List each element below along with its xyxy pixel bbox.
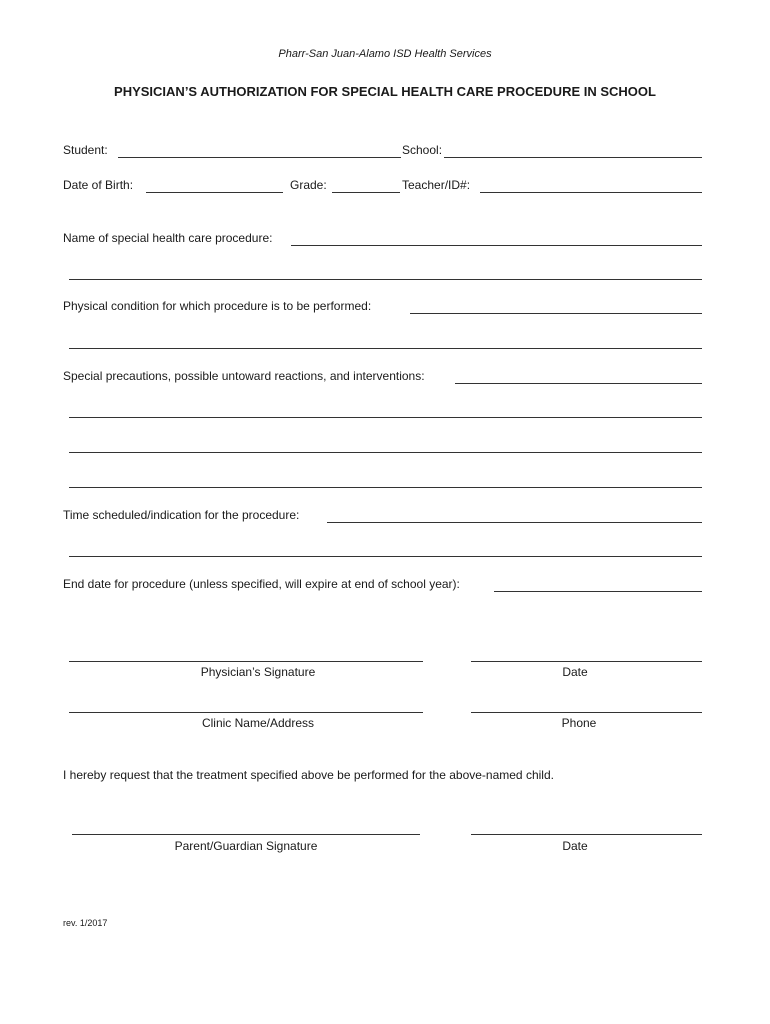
dob-label: Date of Birth:	[63, 178, 134, 192]
time-scheduled-field-line-2[interactable]	[69, 556, 702, 557]
phone-field[interactable]	[471, 712, 702, 713]
end-date-field[interactable]	[494, 591, 702, 592]
grade-field[interactable]	[332, 192, 400, 193]
parent-signature-label: Parent/Guardian Signature	[174, 839, 318, 853]
time-scheduled-label: Time scheduled/indication for the procedure:	[63, 508, 300, 522]
parent-date-field[interactable]	[471, 834, 702, 835]
organization-header: Pharr-San Juan-Alamo ISD Health Services	[278, 48, 492, 60]
precautions-field-line-3[interactable]	[69, 452, 702, 453]
precautions-field-line-4[interactable]	[69, 487, 702, 488]
student-label: Student:	[63, 143, 108, 157]
physical-condition-field[interactable]	[410, 313, 702, 314]
school-field[interactable]	[444, 157, 702, 158]
procedure-name-label: Name of special health care procedure:	[63, 231, 273, 245]
physician-date-label: Date	[562, 665, 588, 679]
teacher-id-label: Teacher/ID#:	[402, 178, 471, 192]
student-field[interactable]	[118, 157, 401, 158]
clinic-address-label: Clinic Name/Address	[201, 716, 315, 730]
request-statement: I hereby request that the treatment specified above be performed for the above-named child.	[63, 768, 554, 782]
dob-field[interactable]	[146, 192, 283, 193]
precautions-field[interactable]	[455, 383, 702, 384]
precautions-field-line-2[interactable]	[69, 417, 702, 418]
phone-label: Phone	[561, 716, 597, 730]
physician-signature-field[interactable]	[69, 661, 423, 662]
school-label: School:	[402, 143, 443, 157]
procedure-name-field[interactable]	[291, 245, 702, 246]
physical-condition-label: Physical condition for which procedure is to be performed:	[63, 299, 372, 313]
physician-date-field[interactable]	[471, 661, 702, 662]
physical-condition-field-line-2[interactable]	[69, 348, 702, 349]
parent-signature-field[interactable]	[72, 834, 420, 835]
time-scheduled-field[interactable]	[327, 522, 702, 523]
parent-date-label: Date	[562, 839, 588, 853]
physician-signature-label: Physician’s Signature	[200, 665, 316, 679]
procedure-name-field-line-2[interactable]	[69, 279, 702, 280]
revision-note: rev. 1/2017	[63, 918, 108, 928]
grade-label: Grade:	[290, 178, 327, 192]
teacher-id-field[interactable]	[480, 192, 702, 193]
form-title: PHYSICIAN’S AUTHORIZATION FOR SPECIAL HEALTH CARE PROCEDURE IN SCHOOL	[114, 84, 656, 99]
precautions-label: Special precautions, possible untoward reactions, and interventions:	[63, 369, 425, 383]
end-date-label: End date for procedure (unless specified, will expire at end of school year):	[63, 577, 460, 591]
clinic-address-field[interactable]	[69, 712, 423, 713]
